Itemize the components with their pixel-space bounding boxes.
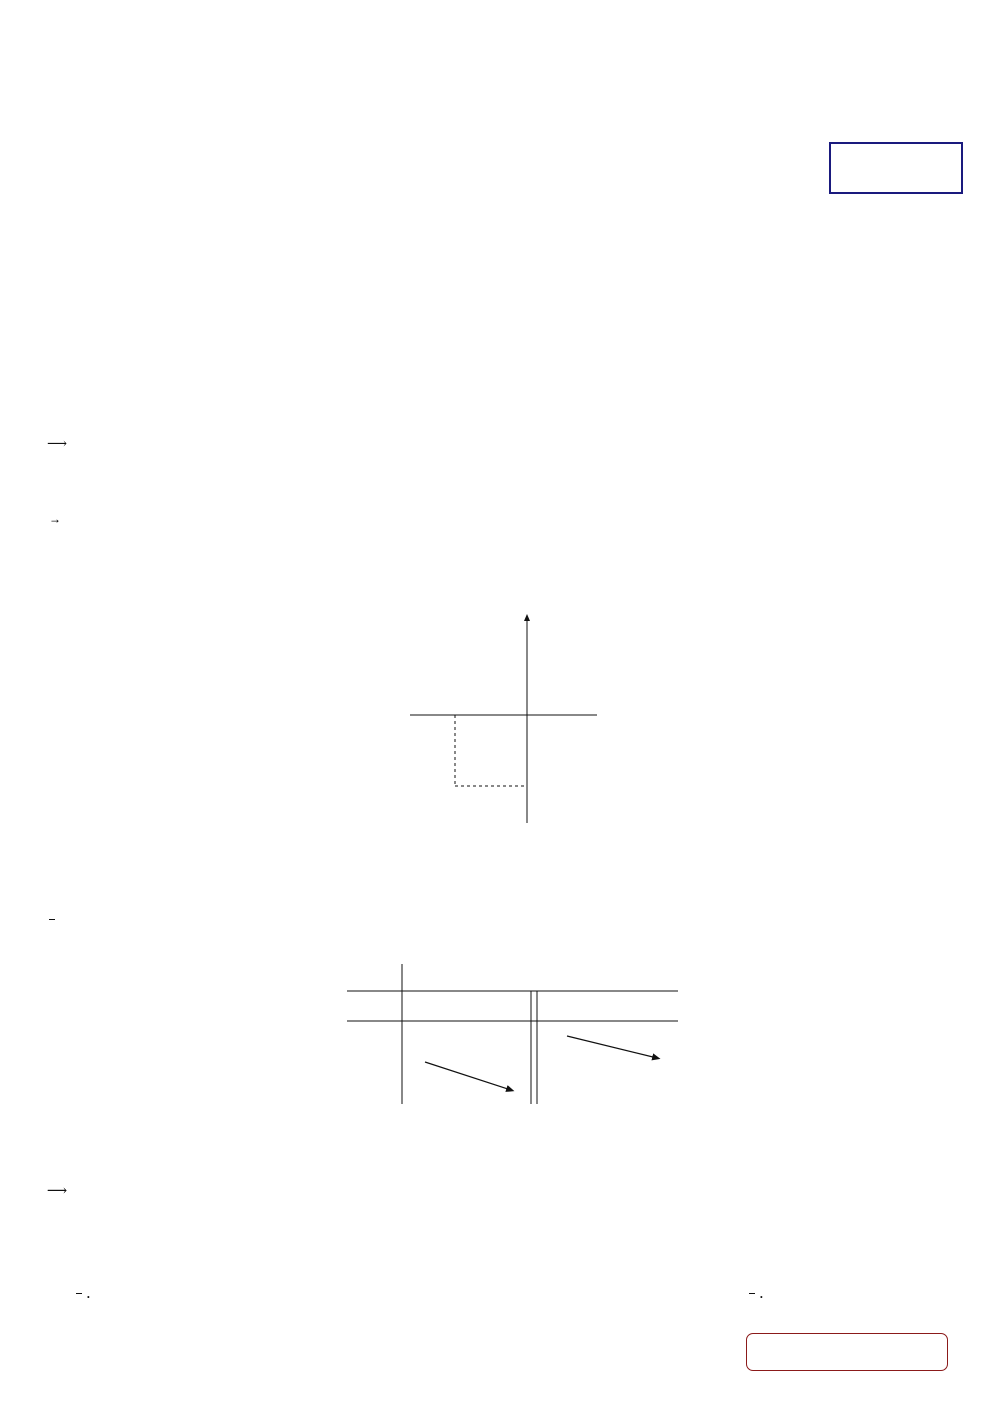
q5-fraction [49,919,55,920]
exam-code-box [829,142,963,194]
question-5 [49,908,55,929]
cubic-graph [405,605,605,827]
q7-option-d[interactable]: . [749,1282,764,1303]
page-footer [746,1333,948,1371]
variation-table [345,962,680,1107]
q7-option-a[interactable]: . [76,1282,91,1303]
